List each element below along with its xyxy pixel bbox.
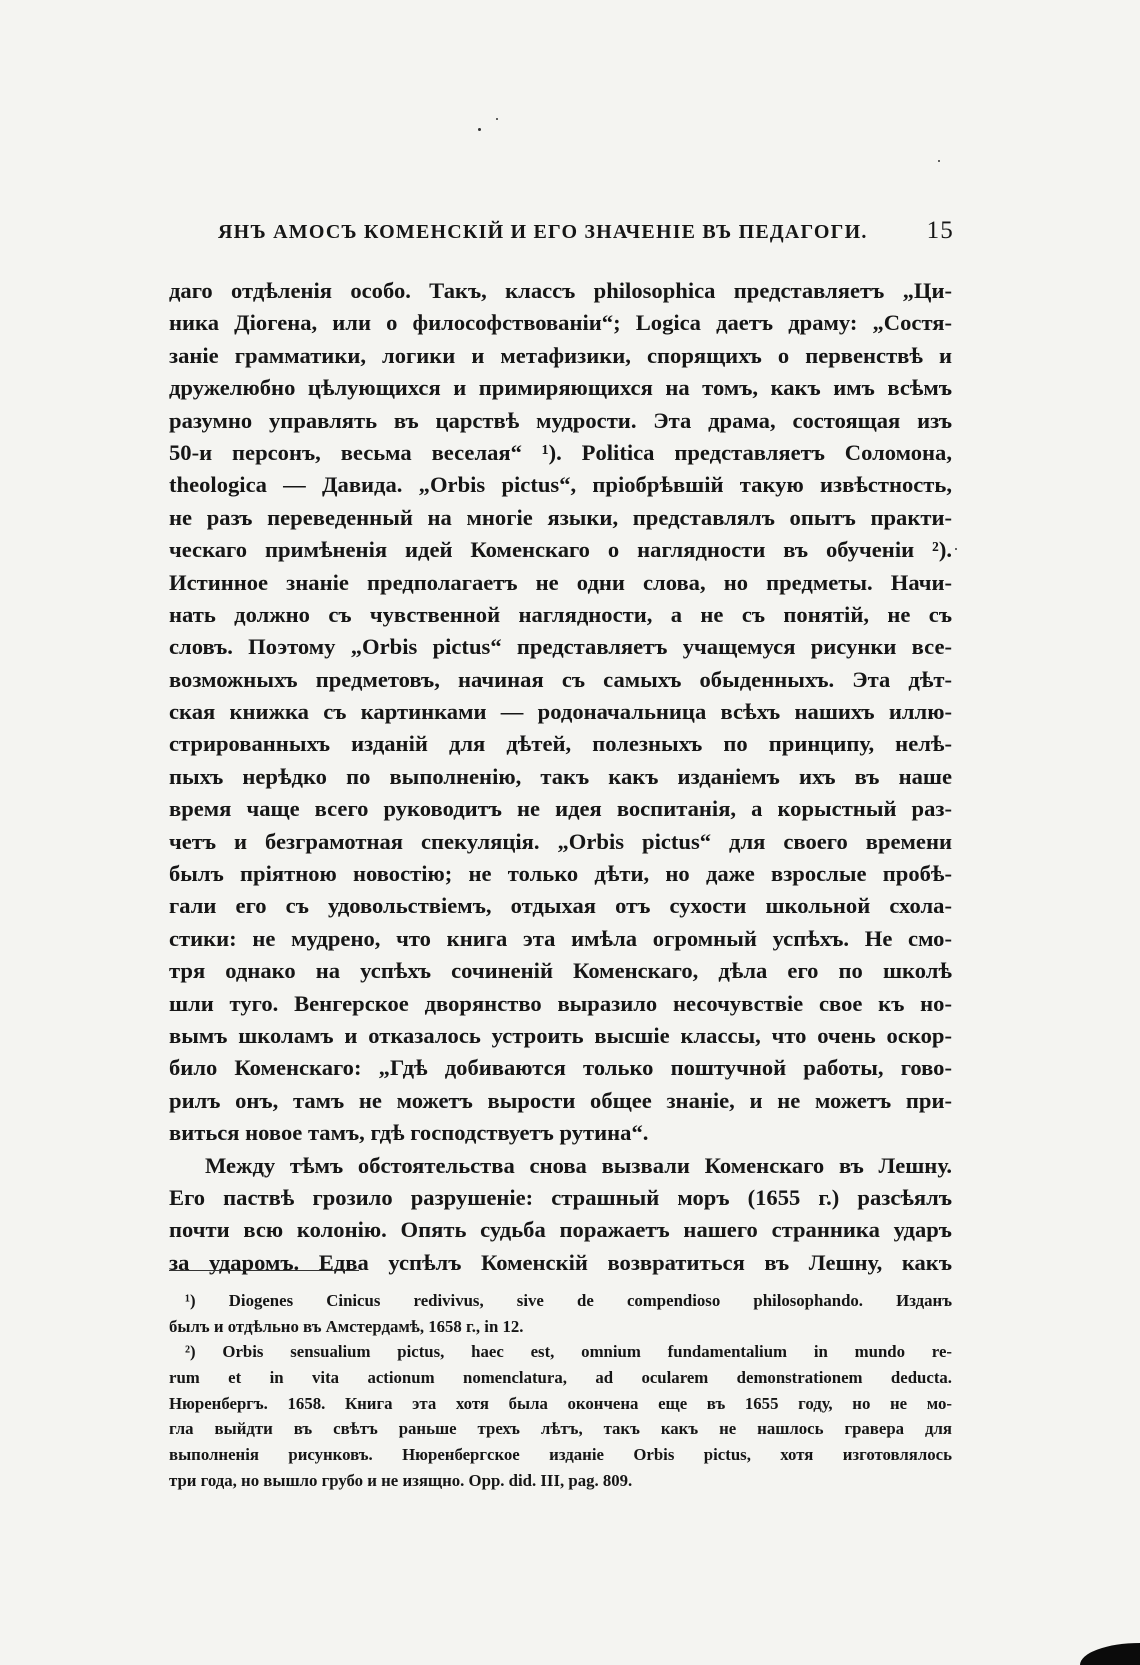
body-line: theologica — Давида. „Orbis pictus“, пріобрѣвшій такую извѣстность,	[169, 472, 952, 498]
body-line: возможныхъ предметовъ, начиная съ самыхъ обыденныхъ. Эта дѣт-	[169, 666, 952, 692]
body-line: разумно управлять въ царствѣ мудрости. Эта драма, состоящая изъ	[169, 407, 952, 433]
footnote-line: былъ и отдѣльно въ Амстердамѣ, 1658 г., in 12.	[169, 1316, 524, 1336]
ink-speck	[496, 118, 498, 120]
body-line: дружелюбно цѣлующихся и примиряющихся на томъ, какъ имъ всѣмъ	[169, 375, 952, 401]
ink-speck	[478, 128, 481, 131]
ink-speck	[955, 548, 957, 550]
footnote-line: выполненія рисунковъ. Нюренбергское изданіе Orbis pictus, хотя изготовлялось	[169, 1445, 952, 1465]
scan-edge-mark	[1080, 1643, 1140, 1665]
body-line: нать должно съ чувственной наглядности, а не съ понятій, не съ	[169, 601, 952, 627]
body-line: былъ пріятною новостію; не только дѣти, но даже взрослые пробѣ-	[169, 861, 952, 887]
body-line: 50-и персонъ, весьма веселая“ ¹). Politica представляетъ Соломона,	[169, 439, 952, 465]
body-line: словъ. Поэтому „Orbis pictus“ представляетъ учащемуся рисунки все-	[169, 634, 952, 660]
body-line: Его паствѣ грозило разрушеніе: страшный моръ (1655 г.) разсѣялъ	[169, 1184, 952, 1210]
body-line: за ударомъ. Едва успѣлъ Коменскій возвратиться въ Лешну, какъ	[169, 1249, 952, 1275]
footnote-line: Нюренбергъ. 1658. Книга эта хотя была окончена еще въ 1655 году, но не мо-	[169, 1393, 952, 1413]
body-line: тря однако на успѣхъ сочиненій Коменскаго, дѣла его по школѣ	[169, 958, 952, 984]
footnote-line: ²) Orbis sensualium pictus, haec est, omnium fundamentalium in mundo re-	[185, 1342, 952, 1362]
body-line: почти всю колонію. Опять судьба поражаетъ нашего странника ударъ	[169, 1217, 952, 1243]
footnote-line: гла выйдти въ свѣтъ раньше трехъ лѣтъ, такъ какъ не нашлось гравера для	[169, 1419, 952, 1439]
running-title: ЯНЪ АМОСЪ КОМЕНСКІЙ И ЕГО ЗНАЧЕНІЕ ВЪ ПЕДАГОГИ.	[218, 221, 868, 243]
body-line: Истинное знаніе предполагаетъ не одни слова, но предметы. Начи-	[169, 569, 952, 595]
body-line: заніе грамматики, логики и метафизики, спорящихъ о первенствѣ и	[169, 342, 952, 368]
body-line: ская книжка съ картинками — родоначальница всѣхъ нашихъ иллю-	[169, 699, 952, 725]
body-line: вымъ школамъ и отказалось устроить высшіе классы, что очень оскор-	[169, 1022, 952, 1048]
footnote-line: ¹) Diogenes Cinicus redivivus, sive de compendioso philosophando. Изданъ	[185, 1291, 952, 1310]
body-line: четъ и безграмотная спекуляція. „Orbis pictus“ для своего времени	[169, 828, 952, 854]
body-line: даго отдѣленія особо. Такъ, классъ philosophica представляетъ „Ци-	[169, 278, 952, 303]
page-number: 15	[926, 217, 954, 244]
body-line: виться новое тамъ, гдѣ господствуетъ рутина“.	[169, 1120, 649, 1146]
body-line: время чаще всего руководитъ не идея воспитанія, а корыстный раз-	[169, 796, 952, 822]
body-line: било Коменскаго: „Гдѣ добиваются только поштучной работы, гово-	[169, 1055, 952, 1081]
body-line: ника Діогена, или о философствованіи“; Logica даетъ драму: „Состя-	[169, 310, 952, 336]
body-line: гали его съ удовольствіемъ, отдыхая отъ сухости школьной схола-	[169, 893, 952, 919]
body-line: ческаго примѣненія идей Коменскаго о наглядности въ обученіи ²).	[169, 537, 952, 563]
body-line: пыхъ нерѣдко по выполненію, такъ какъ изданіемъ ихъ въ наше	[169, 763, 952, 789]
ink-speck	[938, 160, 940, 162]
footnote-separator	[169, 1270, 359, 1271]
body-line: рилъ онъ, тамъ не можетъ вырости общее знаніе, и не можетъ при-	[169, 1087, 952, 1113]
body-line: стики: не мудрено, что книга эта имѣла огромный успѣхъ. Не смо-	[169, 925, 952, 951]
body-line: шли туго. Венгерское дворянство выразило несочувствіе свое къ но-	[169, 990, 952, 1016]
footnotes	[169, 1288, 952, 1494]
footnote-line: три года, но вышло грубо и не изящно. Opp. did. III, pag. 809.	[169, 1470, 633, 1490]
body-line: стрированныхъ изданій для дѣтей, полезныхъ по принципу, нелѣ-	[169, 731, 952, 757]
footnote-line: rum et in vita actionum nomenclatura, ad ocularem demonstrationem deducta.	[169, 1368, 952, 1388]
body-text	[169, 275, 952, 1279]
body-line: не разъ переведенный на многіе языки, представлялъ опытъ практи-	[169, 504, 952, 530]
body-line: Между тѣмъ обстоятельства снова вызвали Коменскаго въ Лешну.	[205, 1152, 952, 1178]
